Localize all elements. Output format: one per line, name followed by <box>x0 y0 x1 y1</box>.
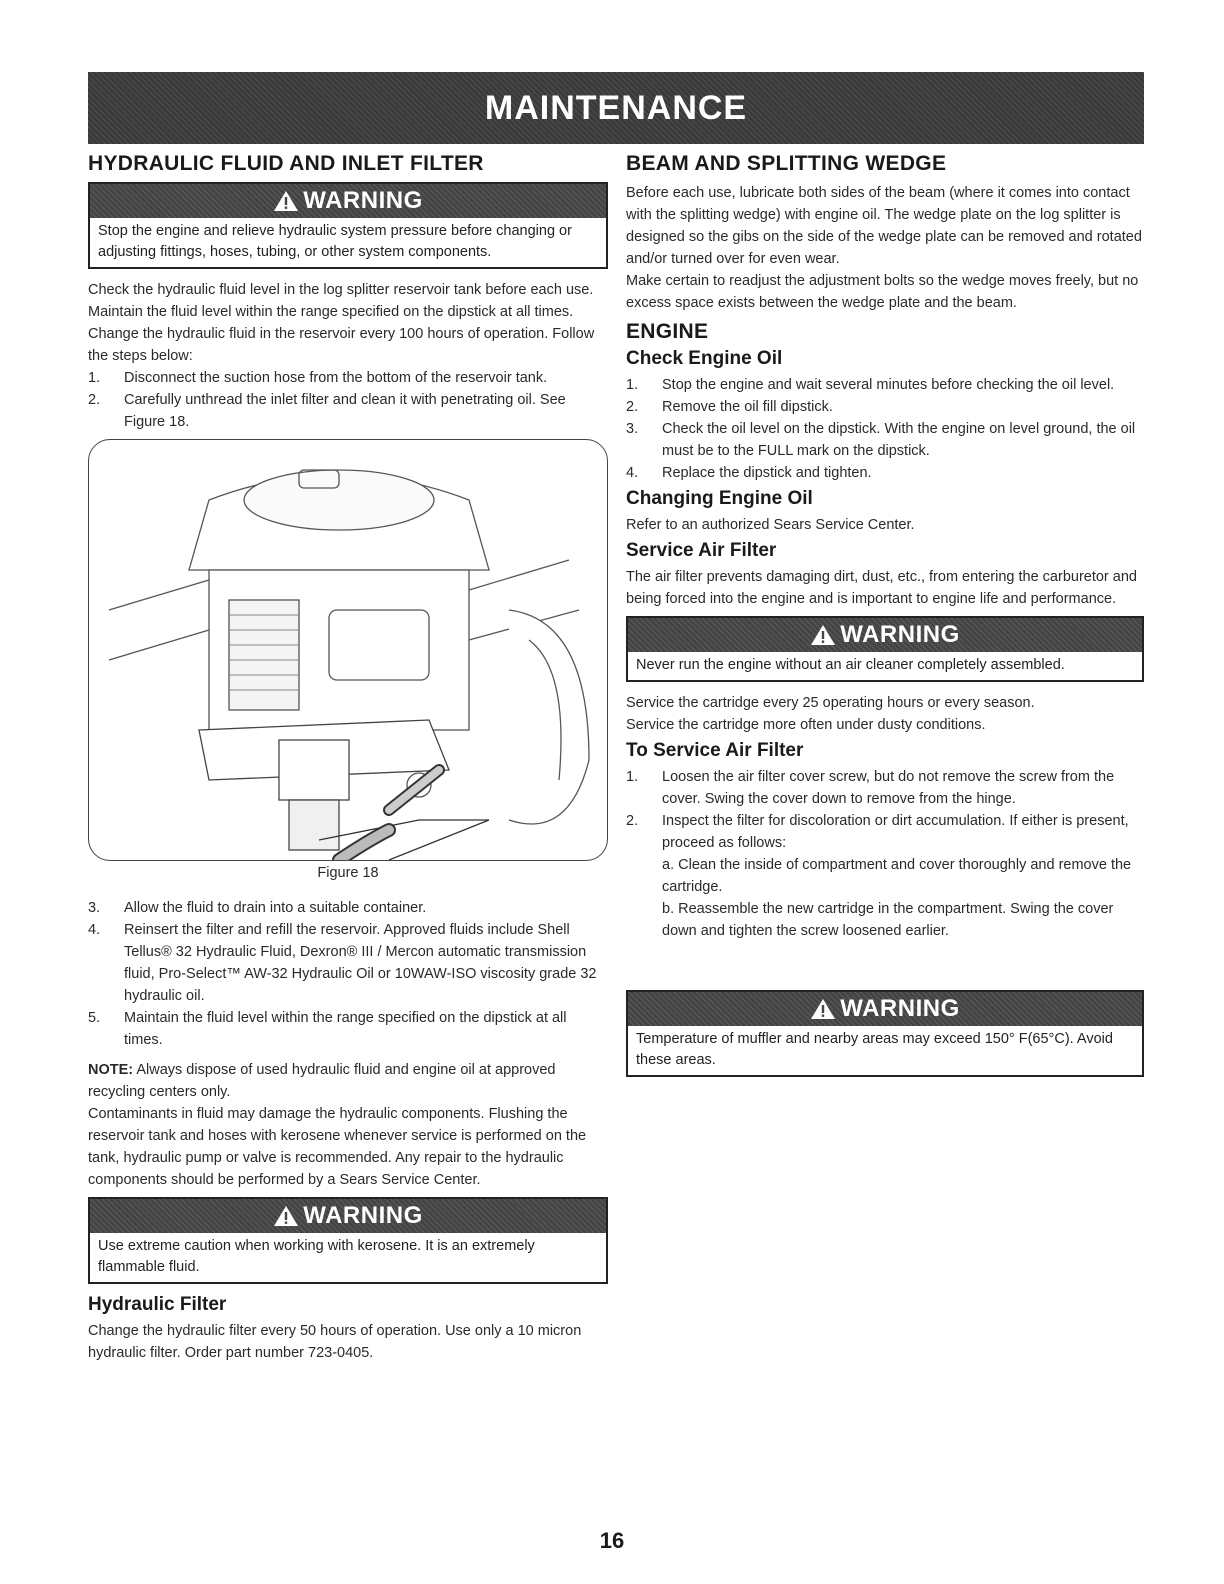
paragraph: Contaminants in fluid may damage the hydraulic components. Flushing the reservoir tank and hoses with kerosene whenever service is performed on the tank, hydraulic pump or valve is recommended. Any repair to the hydraulic components should be performed by a Sears Service Center. <box>88 1106 587 1188</box>
warning-text: Use extreme caution when working with kerosene. It is an extremely flammable fluid. <box>98 1238 535 1275</box>
warning-header: WARNING <box>90 1199 606 1233</box>
warning-triangle-icon <box>273 190 299 212</box>
paragraph: Refer to an authorized Sears Service Center. <box>626 517 915 533</box>
list-item: 2. Remove the oil fill dipstick. <box>626 399 833 415</box>
list-item: 2. Inspect the filter for discoloration or dirt accumulation. If either is present, proceed as follows: <box>626 813 1129 851</box>
engine-reservoir-drawing <box>89 440 608 860</box>
list-item: 1. Disconnect the suction hose from the bottom of the reservoir tank. <box>88 370 548 386</box>
beam-heading: BEAM AND SPLITTING WEDGE <box>626 152 947 175</box>
paragraph: The air filter prevents damaging dirt, dust, etc., from entering the carburetor and being forced into the engine and is important to engine life and performance. <box>626 569 1137 607</box>
right-column <box>626 152 1144 1087</box>
hydraulic-heading: HYDRAULIC FLUID AND INLET FILTER <box>88 152 484 175</box>
list-item: 4. Reinsert the filter and refill the reservoir. Approved fluids include Shell Tellus® 32 Hydraulic Fluid, Dexron® III / Mercon automatic transmission fluid, Pro-Select™ AW-32 Hydraulic Oil or 10WAW-ISO viscosity grade 32 hydraulic oil. <box>88 922 597 1004</box>
list-item: 3. Allow the fluid to drain into a suitable container. <box>88 900 427 916</box>
hydraulic-filter-heading: Hydraulic Filter <box>88 1294 227 1315</box>
paragraph: Change the hydraulic fluid in the reservoir every 100 hours of operation. Follow the steps below: <box>88 326 595 364</box>
warning-box-muffler <box>626 990 1144 1077</box>
banner-title: MAINTENANCE <box>484 88 748 127</box>
figure-caption: Figure 18 <box>317 865 379 881</box>
sub-step-a: a. Clean the inside of compartment and cover thoroughly and remove the cartridge. <box>662 857 1132 895</box>
check-oil-heading: Check Engine Oil <box>626 348 783 369</box>
warning-text: Stop the engine and relieve hydraulic system pressure before changing or adjusting fittings, hoses, tubing, or other system components. <box>98 223 572 260</box>
warning-header: WARNING <box>90 184 606 218</box>
to-service-heading: To Service Air Filter <box>626 740 804 761</box>
warning-box-pressure <box>88 182 608 269</box>
sub-steps <box>626 854 1144 942</box>
steps-list <box>626 766 1144 854</box>
warning-header: WARNING <box>628 992 1142 1026</box>
warning-box-kerosene <box>88 1197 608 1284</box>
warning-header: WARNING <box>628 618 1142 652</box>
list-item: 2. Carefully unthread the inlet filter and clean it with penetrating oil. See Figure 18. <box>88 392 566 430</box>
changing-oil-heading: Changing Engine Oil <box>626 488 813 509</box>
paragraph: Before each use, lubricate both sides of the beam (where it comes into contact with the splitting wedge) with engine oil. The wedge plate on the log splitter is designed so the gibs on the side of the wedge plate can be removed and rotated and/or turned over for even wear. <box>626 185 1142 267</box>
steps-list <box>88 897 608 1051</box>
left-column <box>88 152 608 1364</box>
paragraph: Make certain to readjust the adjustment bolts so the wedge moves freely, but no excess space exists between the wedge plate and the beam. <box>626 273 1139 311</box>
page-number: 16 <box>599 1528 625 1553</box>
air-filter-heading: Service Air Filter <box>626 540 777 561</box>
warning-text: Temperature of muffler and nearby areas may exceed 150° F(65°C). Avoid these areas. <box>636 1031 1113 1068</box>
steps-list <box>626 374 1144 484</box>
list-item: 3. Check the oil level on the dipstick. With the engine on level ground, the oil must be to the FULL mark on the dipstick. <box>626 421 1136 459</box>
warning-box-air-cleaner <box>626 616 1144 682</box>
warning-text: Never run the engine without an air cleaner completely assembled. <box>636 657 1065 673</box>
warning-triangle-icon <box>273 1205 299 1227</box>
paragraph: Check the hydraulic fluid level in the log splitter reservoir tank before each use. Maintain the fluid level within the range specified on the dipstick at all times. <box>88 282 594 320</box>
section-banner <box>88 72 1144 144</box>
list-item: 1. Stop the engine and wait several minutes before checking the oil level. <box>626 377 1115 393</box>
note-paragraph: NOTE: Always dispose of used hydraulic fluid and engine oil at approved recycling centers only. <box>88 1062 556 1100</box>
paragraph: Change the hydraulic filter every 50 hours of operation. Use only a 10 micron hydraulic filter. Order part number 723-0405. <box>88 1323 582 1361</box>
paragraph: Service the cartridge more often under dusty conditions. <box>626 717 986 733</box>
list-item: 4. Replace the dipstick and tighten. <box>626 465 872 481</box>
paragraph: Service the cartridge every 25 operating hours or every season. <box>626 695 1035 711</box>
list-item: 1. Loosen the air filter cover screw, but do not remove the screw from the cover. Swing the cover down to remove from the hinge. <box>626 769 1115 807</box>
figure-18-illustration <box>88 439 608 861</box>
warning-triangle-icon <box>810 624 836 646</box>
steps-list <box>88 367 608 433</box>
warning-triangle-icon <box>810 998 836 1020</box>
engine-heading: ENGINE <box>626 320 709 343</box>
sub-step-b: b. Reassemble the new cartridge in the compartment. Swing the cover down and tighten the screw loosened earlier. <box>662 901 1114 939</box>
list-item: 5. Maintain the fluid level within the range specified on the dipstick at all times. <box>88 1010 567 1048</box>
